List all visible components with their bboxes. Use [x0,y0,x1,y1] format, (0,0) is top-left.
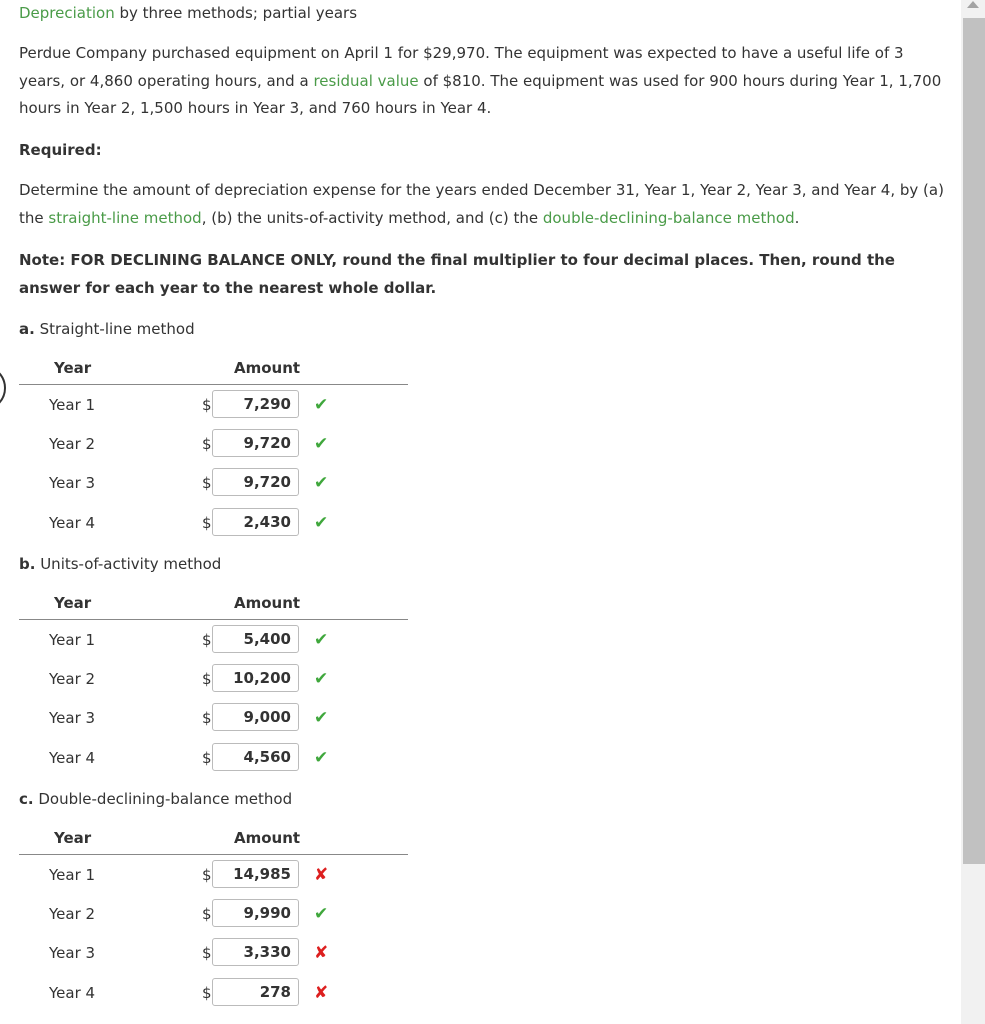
row-year-label: Year 4 [49,514,96,532]
amount-input[interactable]: 278 [212,978,299,1006]
row-year-label: Year 3 [49,944,96,962]
section-c-letter: c. [19,790,34,808]
amount-input[interactable]: 9,720 [212,429,299,457]
row-year-label: Year 1 [49,631,96,649]
dollar-sign: $ [202,396,212,414]
table-row [19,429,408,459]
table-row [19,390,408,420]
dollar-sign: $ [202,866,212,884]
scrollbar-thumb[interactable] [963,18,985,864]
check-icon: ✔ [314,395,329,415]
dollar-sign: $ [202,435,212,453]
row-year-label: Year 4 [49,749,96,767]
section-a-label [19,319,195,339]
year-column-header: Year [54,829,92,847]
double-declining-balance-link[interactable]: double-declining-balance method [542,208,795,227]
check-icon: ✔ [314,434,329,454]
amount-column-header: Amount [234,359,301,377]
table-row [19,899,408,929]
amount-input[interactable]: 9,720 [212,468,299,496]
header-divider [19,854,408,855]
table-row [19,978,408,1008]
amount-column-header: Amount [234,594,301,612]
dollar-sign: $ [202,670,212,688]
vertical-scrollbar[interactable] [961,0,985,1024]
row-year-label: Year 1 [49,866,96,884]
check-icon: ✔ [314,513,329,533]
problem-intro [19,40,949,123]
residual-value-link[interactable]: residual value [313,71,419,90]
year-column-header: Year [54,359,92,377]
check-icon: ✔ [314,630,329,650]
section-a-letter: a. [19,320,35,338]
dollar-sign: $ [202,944,212,962]
dollar-sign: $ [202,749,212,767]
table-row [19,508,408,538]
table-row [19,664,408,694]
header-divider [19,619,408,620]
amount-column-header: Amount [234,829,301,847]
amount-input[interactable]: 4,560 [212,743,299,771]
amount-input[interactable]: 5,400 [212,625,299,653]
check-icon: ✔ [314,473,329,493]
check-icon: ✔ [314,708,329,728]
scroll-up-arrow-icon[interactable] [967,1,979,8]
table-row [19,938,408,968]
amount-input[interactable]: 9,000 [212,703,299,731]
row-year-label: Year 2 [49,670,96,688]
row-year-label: Year 3 [49,709,96,727]
check-icon: ✔ [314,669,329,689]
row-year-label: Year 4 [49,984,96,1002]
table-row [19,860,408,890]
problem-title-text: by three methods; partial years [114,4,358,22]
row-year-label: Year 1 [49,396,96,414]
cross-icon: ✘ [314,983,329,1003]
cross-icon: ✘ [314,865,329,885]
amount-input[interactable]: 10,200 [212,664,299,692]
header-divider [19,384,408,385]
amount-input[interactable]: 2,430 [212,508,299,536]
dollar-sign: $ [202,514,212,532]
depreciation-link[interactable]: Depreciation [19,4,115,22]
section-b-label [19,554,221,574]
cross-icon: ✘ [314,943,329,963]
required-label: Required: [19,141,102,159]
section-b-letter: b. [19,555,36,573]
row-year-label: Year 2 [49,905,96,923]
dollar-sign: $ [202,709,212,727]
section-b-title: Units-of-activity method [35,555,222,573]
table-row [19,703,408,733]
amount-input[interactable]: 7,290 [212,390,299,418]
dollar-sign: $ [202,474,212,492]
rounding-note: Note: FOR DECLINING BALANCE ONLY, round the final multiplier to four decimal places. Then, round the answer for each year to the nearest whole dollar. [19,251,895,297]
check-icon: ✔ [314,904,329,924]
section-a-title: Straight-line method [34,320,195,338]
section-c-title: Double-declining-balance method [33,790,293,808]
row-year-label: Year 3 [49,474,96,492]
problem-instructions [19,177,949,232]
dollar-sign: $ [202,631,212,649]
determine-text-2: , (b) the units-of-activity method, and (c) the [201,208,543,227]
determine-text-1: Determine the amount of depreciation expense for the years ended December 31, Year 1, Year 2, Year 3, and Year 4, by (a) the [19,181,944,227]
dollar-sign: $ [202,984,212,1002]
intro-text-2: of $810. The equipment was used for 900 hours during Year 1, 1,700 hours in Year 2, 1,500 hours in Year 3, and 760 hours in Year 4. [19,71,942,117]
amount-input[interactable]: 9,990 [212,899,299,927]
year-column-header: Year [54,594,92,612]
table-row [19,743,408,773]
amount-input[interactable]: 14,985 [212,860,299,888]
side-indicator-circle [0,365,6,411]
intro-text-1: Perdue Company purchased equipment on April 1 for $29,970. The equipment was expected to have a useful life of 3 years, or 4,860 operating hours, and a [19,44,904,90]
section-c-label [19,789,292,809]
table-row [19,625,408,655]
determine-text-3: . [794,208,800,227]
straight-line-method-link[interactable]: straight-line method [48,208,202,227]
amount-input[interactable]: 3,330 [212,938,299,966]
dollar-sign: $ [202,905,212,923]
problem-title [19,3,357,23]
check-icon: ✔ [314,748,329,768]
table-row [19,468,408,498]
row-year-label: Year 2 [49,435,96,453]
